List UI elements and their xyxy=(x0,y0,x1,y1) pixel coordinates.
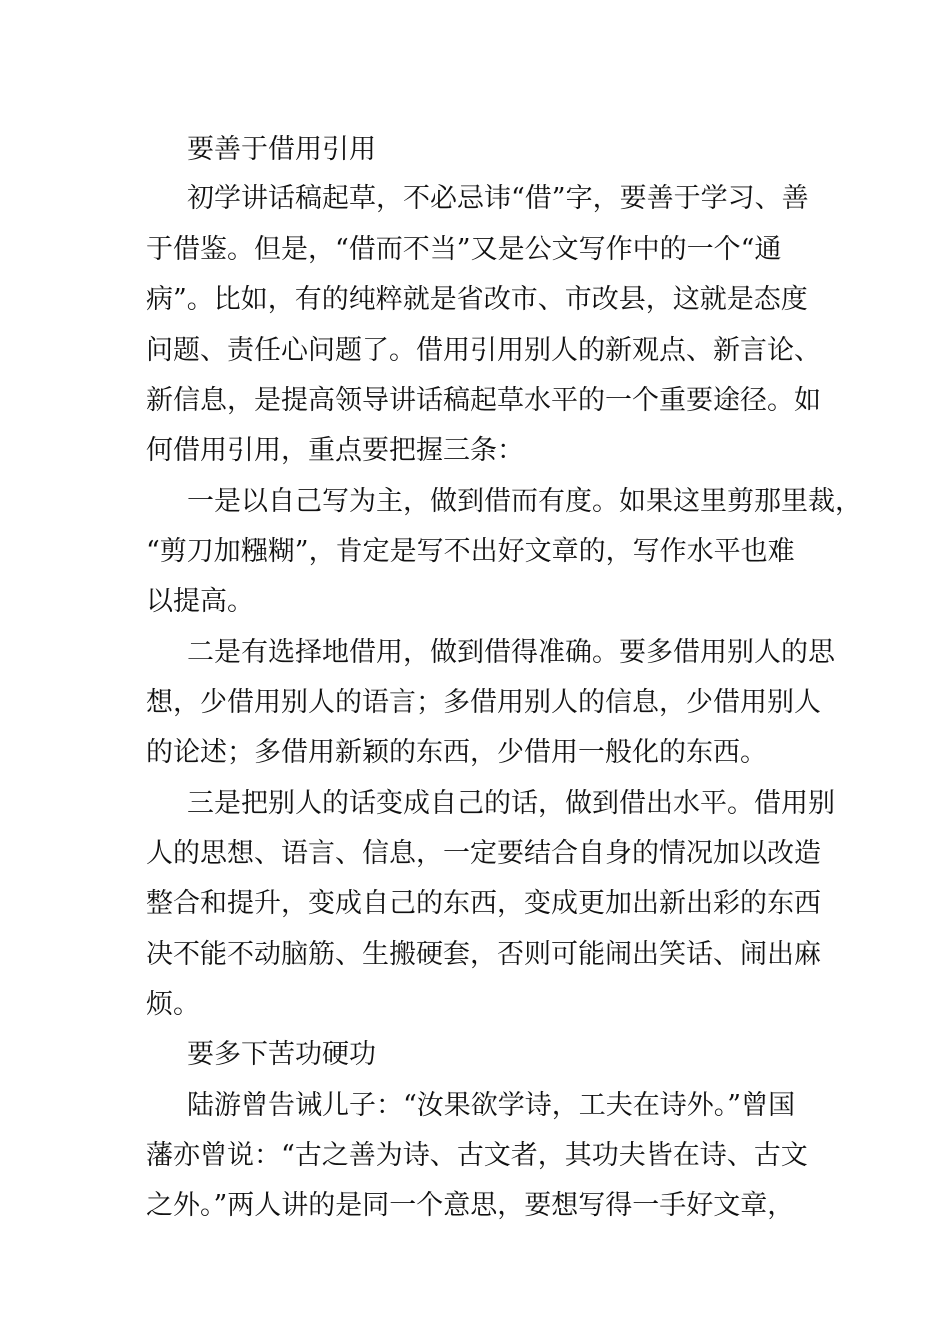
paragraph-line: 的论述；多借用新颖的东西，少借用一般化的东西。 xyxy=(146,737,767,768)
paragraph-line: 初学讲话稿起草，不必忌讳“借”字，要善于学习、善 xyxy=(187,183,809,214)
paragraph-line: 决不能不动脑筋、生搬硬套，否则可能闹出笑话、闹出麻 xyxy=(146,939,821,970)
section-heading-effort: 要多下苦功硬功 xyxy=(187,1039,376,1070)
paragraph-line: “剪刀加糨糊”，肯定是写不出好文章的，写作水平也难 xyxy=(146,536,795,567)
paragraph-line: 病”。比如，有的纯粹就是省改市、市改县，这就是态度 xyxy=(146,284,808,315)
paragraph-line: 何借用引用，重点要把握三条： xyxy=(146,435,524,466)
paragraph-line: 新信息，是提高领导讲话稿起草水平的一个重要途径。如 xyxy=(146,385,821,416)
paragraph-line: 人的思想、语言、信息，一定要结合自身的情况加以改造 xyxy=(146,838,821,869)
paragraph-line: 整合和提升，变成自己的东西，变成更加出新出彩的东西 xyxy=(146,888,821,919)
paragraph-line: 二是有选择地借用，做到借得准确。要多借用别人的思 xyxy=(187,637,835,668)
paragraph-line: 以提高。 xyxy=(146,586,254,617)
paragraph-line: 烦。 xyxy=(146,989,200,1020)
paragraph-line: 之外。”两人讲的是同一个意思，要想写得一手好文章， xyxy=(146,1190,795,1221)
section-heading-borrowing: 要善于借用引用 xyxy=(187,134,376,165)
paragraph-line: 想，少借用别人的语言；多借用别人的信息，少借用别人 xyxy=(146,687,821,718)
paragraph-line: 问题、责任心问题了。借用引用别人的新观点、新言论、 xyxy=(146,335,821,366)
paragraph-line: 一是以自己写为主，做到借而有度。如果这里剪那里裁， xyxy=(187,486,862,517)
paragraph-line: 陆游曾告诫儿子：“汝果欲学诗，工夫在诗外。”曾国 xyxy=(187,1090,796,1121)
paragraph-line: 藩亦曾说：“古之善为诗、古文者，其功夫皆在诗、古文 xyxy=(146,1140,808,1171)
paragraph-line: 于借鉴。但是，“借而不当”又是公文写作中的一个“通 xyxy=(146,234,782,265)
paragraph-line: 三是把别人的话变成自己的话，做到借出水平。借用别 xyxy=(187,788,835,819)
